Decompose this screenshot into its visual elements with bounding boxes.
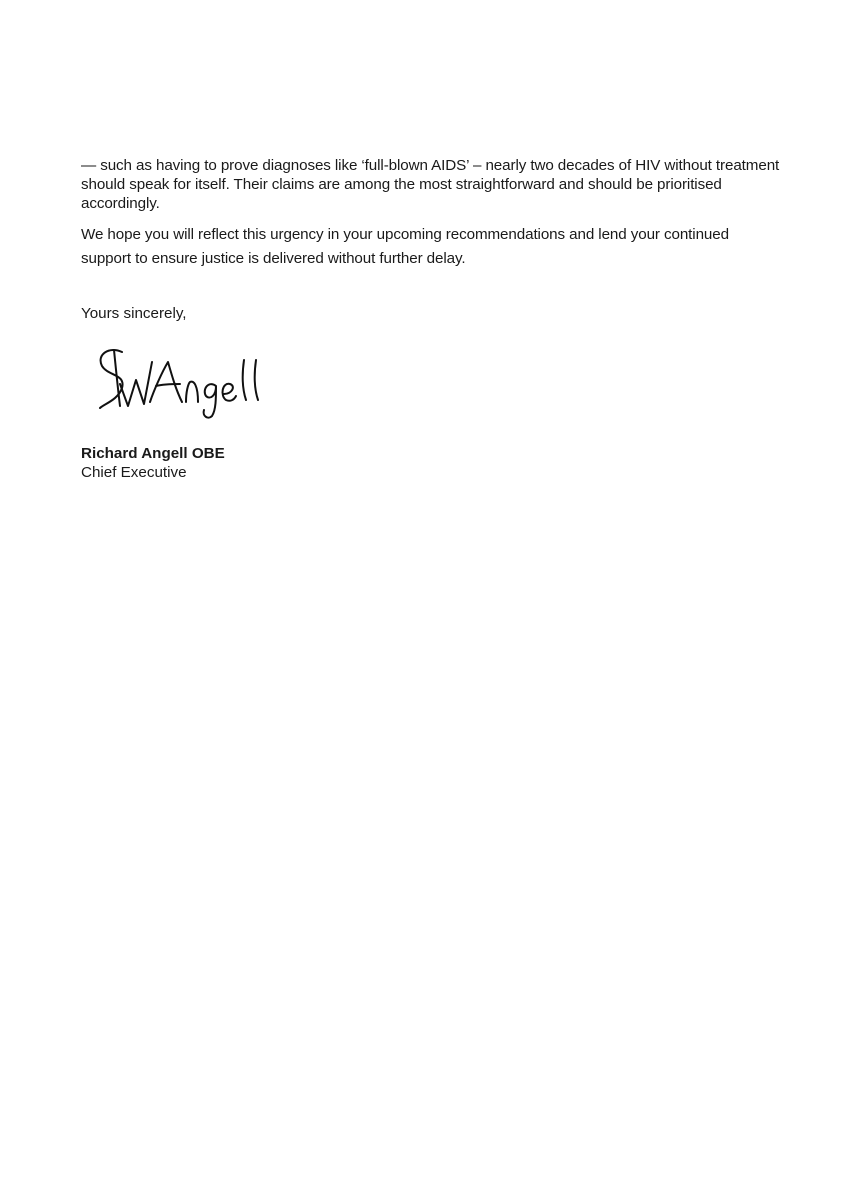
closing-salutation: Yours sincerely, bbox=[81, 305, 187, 322]
signature-image bbox=[92, 340, 272, 420]
letter-body bbox=[81, 156, 781, 271]
signatory-title: Chief Executive bbox=[81, 464, 187, 481]
body-paragraph-1: — such as having to prove diagnoses like ‘full-blown AIDS’ – nearly two decades of HIV without treatment should speak for itself. Their claims are among the most straightforward and should be prioritised accordingly. bbox=[81, 157, 780, 212]
signatory-name: Richard Angell OBE bbox=[81, 445, 225, 462]
body-paragraph-2: We hope you will reflect this urgency in your upcoming recommendations and lend your continued support to ensure justice is delivered without further delay. bbox=[81, 226, 729, 267]
